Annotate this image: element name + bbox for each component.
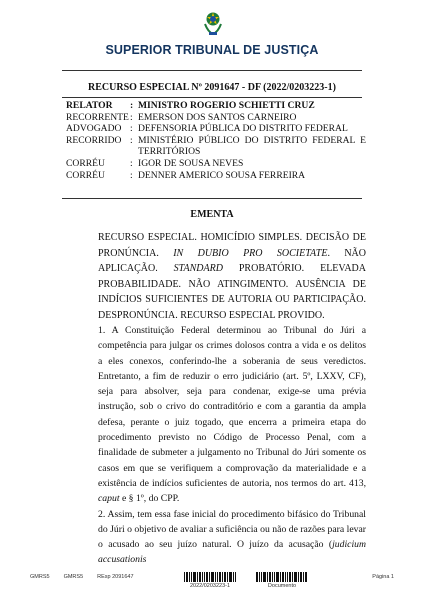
party-role: CORRÉU	[66, 169, 105, 181]
party-role: CORRÉU	[66, 157, 105, 169]
footer-codes	[30, 574, 134, 580]
party-row	[66, 123, 366, 135]
court-name: SUPERIOR TRIBUNAL DE JUSTIÇA	[105, 43, 319, 57]
ementa-heading: EMENTA	[190, 209, 234, 220]
party-separator: :	[130, 123, 133, 135]
party-row	[66, 135, 366, 158]
paragraph-italic: judicium accusationis	[98, 539, 366, 566]
ementa-summary-text: RECURSO ESPECIAL. HOMICÍDIO SIMPLES. DECISÃO DE PRONÚNCIA.	[98, 232, 366, 259]
party-separator: :	[130, 169, 133, 181]
party-row	[66, 158, 366, 170]
party-name: DEFENSORIA PÚBLICA DO DISTRITO FEDERAL	[138, 123, 348, 135]
page-number: Página 1	[372, 574, 394, 580]
party-name: MINISTÉRIO PÚBLICO DO DISTRITO FEDERAL E TERRITÓRIOS	[138, 134, 366, 158]
ementa-paragraph-2	[98, 507, 366, 568]
ementa-paragraph-1	[98, 323, 366, 507]
ementa-summary-text: PROBATÓRIO. ELEVADA PROBABILIDADE. NÃO ATINGIMENTO. AUSÊNCIA DE INDÍCIOS SUFICIENTES DE AUTORIA OU PARTICIPAÇÃO. DESPRONÚNCIA. RECURSO ESPECIAL PROVIDO.	[98, 263, 367, 321]
party-row	[66, 100, 366, 112]
party-name: EMERSON DOS SANTOS CARNEIRO	[138, 111, 297, 123]
party-separator: :	[130, 134, 133, 146]
paragraph-text: e § 1º, do CPP.	[119, 493, 180, 505]
footer-code: GMRS5	[30, 574, 50, 580]
barcode-icon	[256, 572, 308, 582]
ementa-summary-italic: IN DUBIO PRO SOCIETATE	[173, 247, 328, 259]
barcode-icon	[184, 572, 236, 582]
page-footer	[30, 572, 394, 596]
party-name: DENNER AMERICO SOUSA FERREIRA	[138, 169, 306, 181]
parties-list	[66, 100, 366, 181]
party-separator: :	[130, 111, 133, 123]
barcode-block	[180, 572, 240, 589]
paragraph-text: 1. A Constituição Federal determinou ao Tribunal do Júri a competência para julgar os crimes dolosos contra a vida e os delitos a eles conexos, conferindo-lhe a soberania de seus veredictos. Entretanto, a fim de reduzir o erro judiciário (art. 5º, LXXV, CF), seja para absolver, seja para condenar, exige-se uma prévia instrução, sob o crivo do contraditório e com a garantia da ampla defesa, perante o juiz togado, que encerra a primeira etapa do procedimento previsto no Código de Processo Penal, com a finalidade de submeter a julgamento no Tribunal do Júri somente os casos em que se verifiquem a comprovação da materialidade e a existência de indícios suficientes de autoria, nos termos do art. 413,	[98, 325, 366, 489]
party-name: MINISTRO ROGERIO SCHIETTI CRUZ	[138, 100, 315, 111]
party-row	[66, 112, 366, 124]
party-separator: :	[130, 100, 134, 111]
ementa-summary-italic: STANDARD	[173, 263, 223, 274]
paragraph-text: 2. Assim, tem essa fase inicial do procedimento bifásico do Tribunal do Júri o objetivo de avaliar a suficiência ou não de razões para levar o acusado ao seu juízo natural. O juízo da acusação (	[98, 508, 366, 551]
footer-code: GMRS5	[63, 574, 84, 580]
footer-resp: REsp 2091647	[97, 574, 134, 580]
ementa-body	[98, 230, 366, 568]
parties-divider	[62, 97, 362, 98]
paragraph-italic: caput	[98, 493, 120, 505]
party-role: RELATOR	[66, 100, 113, 111]
party-row	[66, 170, 366, 182]
party-role: RECORRENTE	[66, 111, 129, 123]
barcode-caption: 2022/0203223-1	[189, 583, 231, 589]
ementa-summary-text: . NÃO APLICAÇÃO.	[98, 247, 366, 274]
case-title: RECURSO ESPECIAL Nº 2091647 - DF (2022/0203223-1)	[88, 82, 336, 93]
party-separator: :	[130, 157, 133, 169]
ementa-divider	[62, 198, 362, 199]
brazil-coat-of-arms-icon	[203, 10, 223, 38]
barcode-caption: Documento	[267, 583, 297, 589]
party-role: ADVOGADO	[66, 123, 122, 135]
header-divider	[62, 70, 362, 71]
party-role: RECORRIDO	[66, 134, 122, 146]
party-name: IGOR DE SOUSA NEVES	[138, 157, 244, 169]
ementa-summary	[98, 230, 366, 323]
barcode-block	[252, 572, 312, 589]
